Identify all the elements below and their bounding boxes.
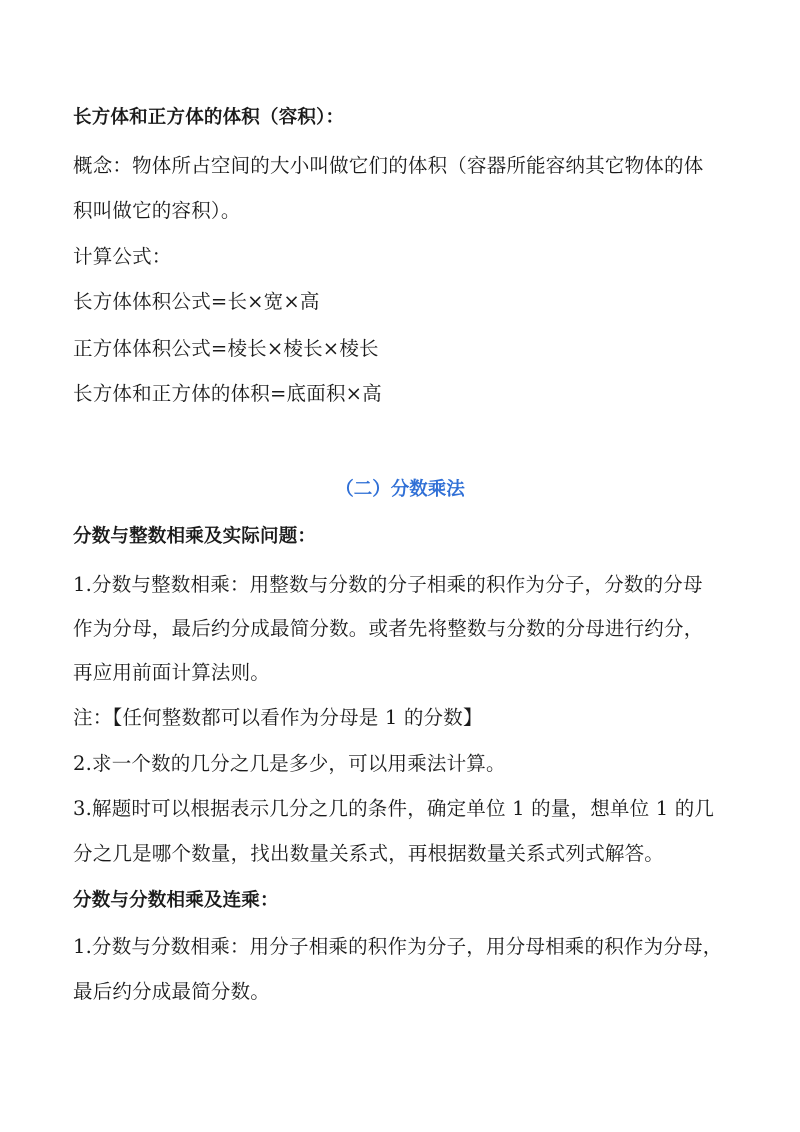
formula-label: 计算公式： xyxy=(73,245,172,268)
item1-line-1: 1.分数与整数相乘：用整数与分数的分子相乘的积作为分子，分数的分母 xyxy=(73,573,703,596)
item4-line-1: 1.分数与分数相乘：用分子相乘的积作为分子，用分母相乘的积作为分母， xyxy=(73,935,723,958)
item1-line-3: 再应用前面计算法则。 xyxy=(73,661,271,684)
formula-cube: 正方体体积公式=棱长×棱长×棱长 xyxy=(73,337,379,360)
volume-heading: 长方体和正方体的体积（容积）： xyxy=(73,107,345,128)
item2-line: 2.求一个数的几分之几是多少，可以用乘法计算。 xyxy=(73,752,506,775)
item3-line-2: 分之几是哪个数量，找出数量关系式，再根据数量关系式列式解答。 xyxy=(73,842,665,865)
item1-line-2: 作为分母，最后约分成最简分数。或者先将整数与分数的分母进行约分， xyxy=(73,617,704,640)
section-title-fraction-multiplication: （二）分数乘法 xyxy=(335,479,465,500)
note-line: 注：【任何整数都可以看作为分母是 1 的分数】 xyxy=(73,706,483,729)
subheading-fraction-integer: 分数与整数相乘及实际问题： xyxy=(73,526,317,547)
item4-line-2: 最后约分成最简分数。 xyxy=(73,980,271,1003)
item3-line-1: 3.解题时可以根据表示几分之几的条件，确定单位 1 的量，想单位 1 的几 xyxy=(73,797,715,820)
formula-both: 长方体和正方体的体积=底面积×高 xyxy=(73,382,382,405)
formula-cuboid: 长方体体积公式=长×宽×高 xyxy=(73,290,320,313)
subheading-fraction-fraction: 分数与分数相乘及连乘： xyxy=(73,890,279,911)
concept-line-2: 积叫做它的容积）。 xyxy=(73,199,241,222)
concept-line-1: 概念：物体所占空间的大小叫做它们的体积（容器所能容纳其它物体的体 xyxy=(73,154,704,177)
